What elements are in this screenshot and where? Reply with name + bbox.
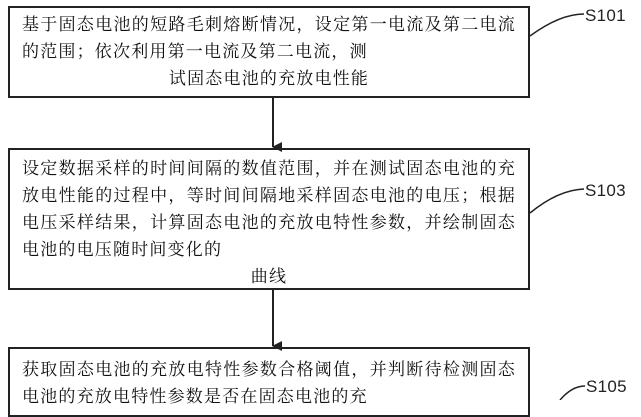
step-box-s105 (8, 347, 530, 417)
step-text-s103-body: 设定数据采样的时间间隔的数值范围，并在测试固态电池的充放电性能的过程中，等时间间隔地采样固态电池的电压；根据电压采样结果，计算固态电池的充放电特性参数，并绘制固态电池的电压随时间变化的 (22, 159, 516, 260)
step-label-s103: S103 (585, 181, 626, 200)
step-box-s103 (8, 148, 530, 290)
leader-line-s101 (530, 14, 584, 36)
step-label-s105: S105 (586, 377, 627, 396)
step-text-s105-body: 获取固态电池的充放电特性参数合格阈值，并判断待检测固态电池的充放电特性参数是否在固态电池的充 (22, 360, 516, 407)
step-box-s101 (8, 6, 530, 98)
step-text-s105 (22, 357, 516, 411)
leader-line-s105 (560, 386, 585, 400)
step-text-s103-last-line: 曲线 (250, 267, 288, 287)
step-text-s103 (22, 156, 516, 291)
leader-line-s103 (530, 189, 584, 213)
step-text-s101 (22, 12, 516, 93)
step-label-s101: S101 (585, 6, 626, 25)
step-text-s101-last-line: 试固态电池的充放电性能 (168, 69, 370, 89)
step-text-s101-body: 基于固态电池的短路毛刺熔断情况，设定第一电流及第二电流的范围；依次利用第一电流及第二电流，测 (22, 15, 516, 62)
